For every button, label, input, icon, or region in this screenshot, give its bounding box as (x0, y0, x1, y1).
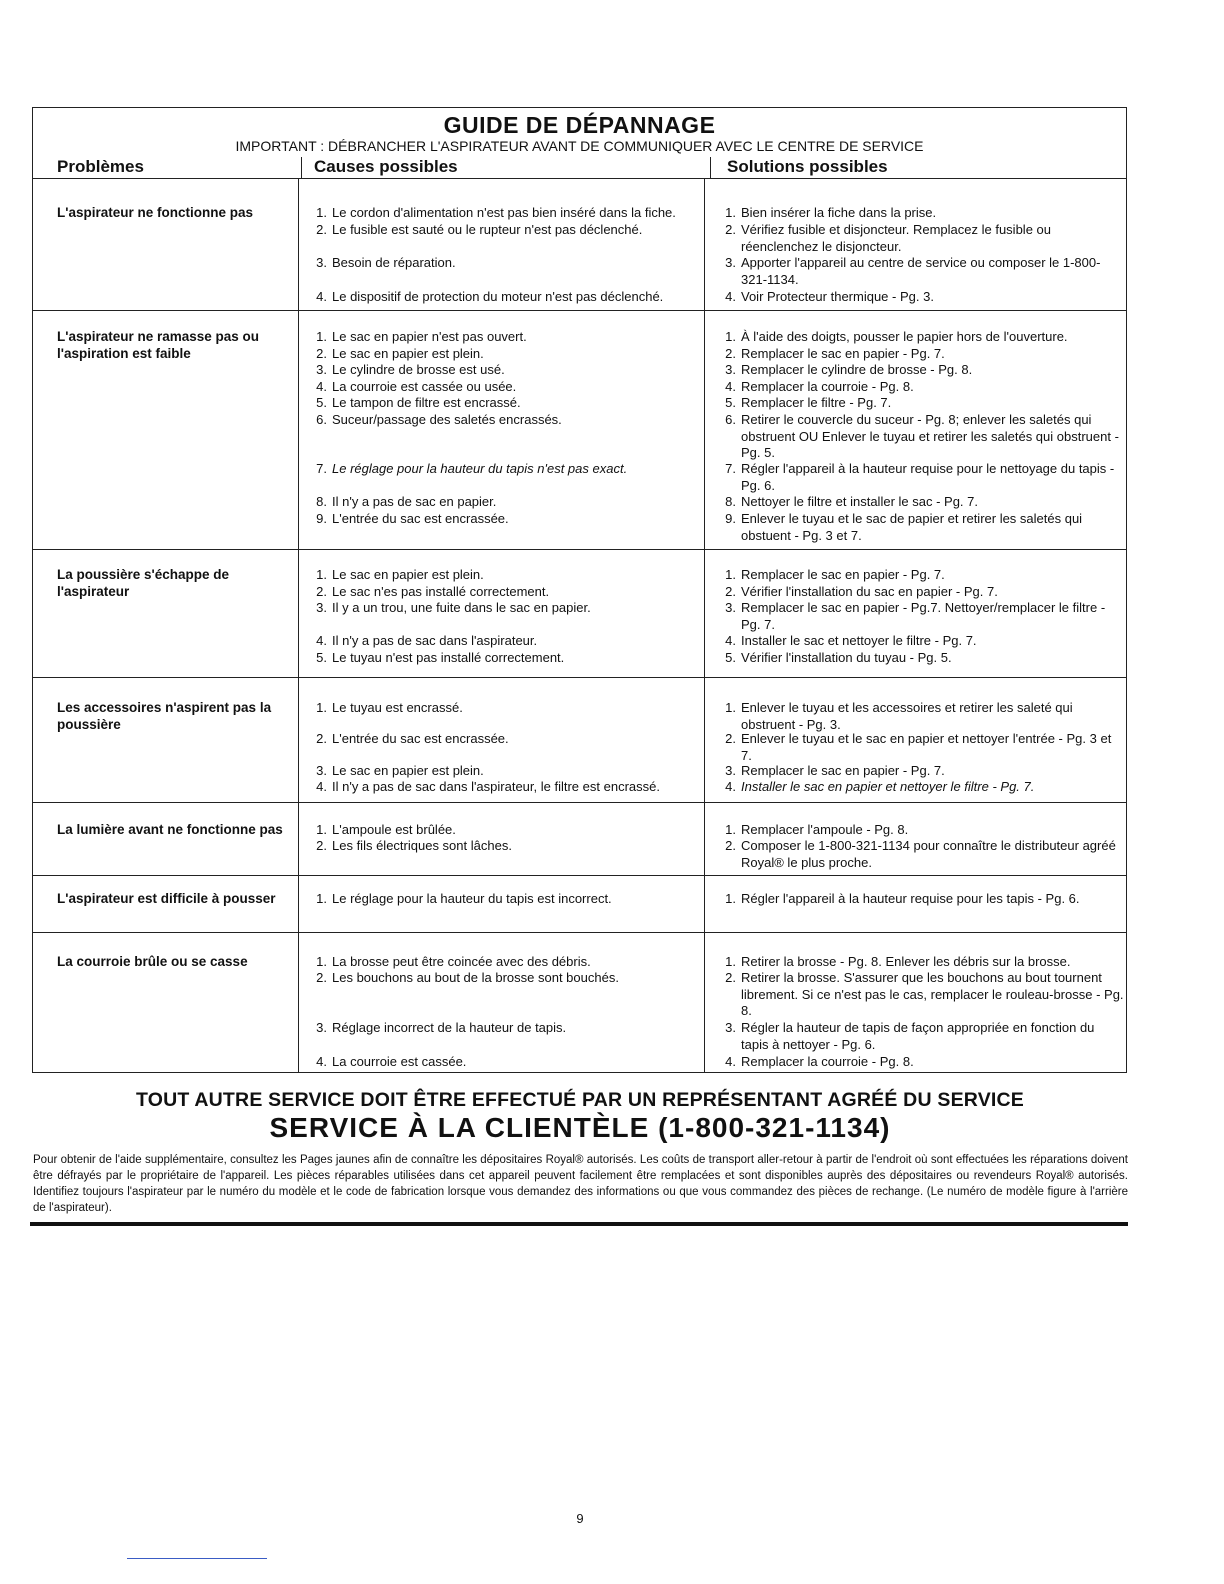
cause-item: 4. Il n'y a pas de sac dans l'aspirateur, le filtre est encrassé. (316, 779, 660, 794)
cause-item: 7. Le réglage pour la hauteur du tapis n'est pas exact. (316, 461, 628, 476)
row-divider (33, 310, 1126, 311)
column-divider (298, 178, 299, 1072)
cause-item: 9. L'entrée du sac est encrassée. (316, 511, 509, 526)
solution-item: 3. Remplacer le sac en papier - Pg.7. Nettoyer/remplacer le filtre - Pg. 7. (725, 600, 1106, 632)
bottom-rule (30, 1222, 1128, 1226)
solution-item: 2. Remplacer le sac en papier - Pg. 7. (725, 346, 945, 361)
cause-item: 4. La courroie est cassée. (316, 1054, 467, 1069)
cause-item: 1. L'ampoule est brûlée. (316, 822, 456, 837)
cause-item: 1. Le réglage pour la hauteur du tapis est incorrect. (316, 891, 612, 906)
cause-item: 5. Le tampon de filtre est encrassé. (316, 395, 521, 410)
cause-item: 1. Le cordon d'alimentation n'est pas bien inséré dans la fiche. (316, 205, 676, 220)
solution-item: 1. Retirer la brosse - Pg. 8. Enlever les débris sur la brosse. (725, 954, 1071, 969)
cause-item: 1. La brosse peut être coincée avec des débris. (316, 954, 591, 969)
column-divider (704, 178, 705, 1072)
cause-item: 6. Suceur/passage des saletés encrassés. (316, 412, 562, 427)
solution-item: 7. Régler l'appareil à la hauteur requise pour le nettoyage du tapis - Pg. 6. (725, 461, 1115, 493)
solution-item: 2. Enlever le tuyau et le sac en papier et nettoyer l'entrée - Pg. 3 et 7. (725, 731, 1112, 763)
solution-item: 5. Vérifier l'installation du tuyau - Pg. 5. (725, 650, 952, 665)
cause-item: 3. Le sac en papier est plein. (316, 763, 484, 778)
solution-item: 3. Régler la hauteur de tapis de façon appropriée en fonction du tapis à nettoyer - Pg. 6. (725, 1020, 1095, 1052)
customer-service-paragraph: Pour obtenir de l'aide supplémentaire, consultez les Pages jaunes afin de connaître les dépositaires Royal® autorisés. Les coûts de transport aller-retour à partir de l'endroit où sont effectuées les réparations doivent être défrayés par le propriétaire de l'appareil. Les pièces réparables utilisées dans cet appareil peuvent facilement être remplacées et sont disponibles auprès des dépositaires ou revendeurs Royal® autorisés. Identifiez toujours l'aspirateur par le numéro du modèle et le code de fabrication lorsque vous demandez des informations ou que vous commandez des pièces de rechange. (Le numéro de modèle figure à l'arrière de l'aspirateur). (33, 1154, 1128, 1214)
cause-item: 3. Besoin de réparation. (316, 255, 456, 270)
problem-label: La courroie brûle ou se casse (57, 954, 248, 969)
solution-item: 3. Remplacer le cylindre de brosse - Pg. 8. (725, 362, 973, 377)
header-causes: Causes possibles (314, 157, 458, 176)
solution-item: 4. Remplacer la courroie - Pg. 8. (725, 1054, 914, 1069)
solution-item: 2. Vérifiez fusible et disjoncteur. Remplacez le fusible ou réenclenchez le disjoncteur. (725, 222, 1051, 254)
cause-item: 2. Le sac en papier est plein. (316, 346, 484, 361)
solution-item: 1. Bien insérer la fiche dans la prise. (725, 205, 937, 220)
solution-item: 2. Vérifier l'installation du sac en papier - Pg. 7. (725, 584, 998, 599)
authorized-service-notice: TOUT AUTRE SERVICE DOIT ÊTRE EFFECTUÉ PAR UN REPRÉSENTANT AGRÉÉ DU SERVICE (135, 1089, 1025, 1111)
troubleshooting-table (32, 107, 1127, 1073)
solution-item: 6. Retirer le couvercle du suceur - Pg. 8; enlever les saletés qui obstruent OU Enlever le tuyau et retirer les saletés qui obstruent - Pg. 5. (725, 412, 1119, 460)
cause-item: 3. Il y a un trou, une fuite dans le sac en papier. (316, 600, 591, 615)
solution-item: 4. Installer le sac et nettoyer le filtre - Pg. 7. (725, 633, 977, 648)
footnote-line (127, 1558, 267, 1559)
important-notice: IMPORTANT : DÉBRANCHER L'ASPIRATEUR AVANT DE COMMUNIQUER AVEC LE CENTRE DE SERVICE (235, 138, 924, 154)
solution-item: 4. Installer le sac en papier et nettoyer le filtre - Pg. 7. (725, 779, 1035, 794)
solution-item: 9. Enlever le tuyau et le sac de papier et retirer les saletés qui obstuent - Pg. 3 et 7. (725, 511, 1083, 543)
solution-item: 4. Voir Protecteur thermique - Pg. 3. (725, 289, 934, 304)
solution-item: 3. Apporter l'appareil au centre de service ou composer le 1-800-321-1134. (725, 255, 1101, 287)
cause-item: 3. Le cylindre de brosse est usé. (316, 362, 505, 377)
cause-item: 4. Il n'y a pas de sac dans l'aspirateur. (316, 633, 538, 648)
cause-item: 2. Le fusible est sauté ou le rupteur n'est pas déclenché. (316, 222, 643, 237)
row-divider (33, 677, 1126, 678)
row-divider (33, 549, 1126, 550)
cause-item: 8. Il n'y a pas de sac en papier. (316, 494, 497, 509)
solution-item: 5. Remplacer le filtre - Pg. 7. (725, 395, 892, 410)
cause-item: 4. La courroie est cassée ou usée. (316, 379, 517, 394)
header-divider (301, 157, 302, 179)
cause-item: 2. Le sac n'es pas installé correctement. (316, 584, 550, 599)
row-divider (33, 875, 1126, 876)
guide-title: GUIDE DE DÉPANNAGE (443, 112, 716, 138)
cause-item: 3. Réglage incorrect de la hauteur de tapis. (316, 1020, 567, 1035)
row-divider (33, 802, 1126, 803)
cause-item: 1. Le sac en papier n'est pas ouvert. (316, 329, 527, 344)
solution-item: 1. Remplacer le sac en papier - Pg. 7. (725, 567, 945, 582)
problem-label: La poussière s'échappe de l'aspirateur (57, 567, 230, 599)
problem-label: Les accessoires n'aspirent pas la poussière (57, 700, 272, 732)
problem-label: La lumière avant ne fonctionne pas (57, 822, 283, 837)
problem-label: L'aspirateur ne fonctionne pas (57, 205, 253, 220)
header-solutions: Solutions possibles (727, 157, 888, 176)
cause-item: 1. Le tuyau est encrassé. (316, 700, 463, 715)
solution-item: 8. Nettoyer le filtre et installer le sac - Pg. 7. (725, 494, 978, 509)
cause-item: 1. Le sac en papier est plein. (316, 567, 484, 582)
problem-label: L'aspirateur ne ramasse pas ou l'aspiration est faible (57, 329, 260, 361)
solution-item: 2. Composer le 1-800-321-1134 pour connaître le distributeur agréé Royal® le plus proche. (725, 838, 1116, 870)
cause-item: 2. Les bouchons au bout de la brosse sont bouchés. (316, 970, 619, 985)
solution-item: 3. Remplacer le sac en papier - Pg. 7. (725, 763, 945, 778)
cause-item: 2. Les fils électriques sont lâches. (316, 838, 512, 853)
cause-item: 2. L'entrée du sac est encrassée. (316, 731, 509, 746)
solution-item: 1. À l'aide des doigts, pousser le papier hors de l'ouverture. (725, 329, 1068, 344)
header-problems: Problèmes (57, 157, 144, 176)
row-divider (33, 932, 1126, 933)
cause-item: 5. Le tuyau n'est pas installé correctement. (316, 650, 565, 665)
page-number: 9 (576, 1511, 584, 1526)
customer-service-heading: SERVICE À LA CLIENTÈLE (1-800-321-1134) (269, 1112, 891, 1143)
solution-item: 4. Remplacer la courroie - Pg. 8. (725, 379, 914, 394)
solution-item: 1. Régler l'appareil à la hauteur requise pour les tapis - Pg. 6. (725, 891, 1080, 906)
solution-item: 1. Remplacer l'ampoule - Pg. 8. (725, 822, 909, 837)
header-divider (710, 157, 711, 179)
cause-item: 4. Le dispositif de protection du moteur n'est pas déclenché. (316, 289, 664, 304)
solution-item: 2. Retirer la brosse. S'assurer que les bouchons au bout tournent librement. Si ce n'est pas le cas, remplacer le rouleau-brosse - Pg. 8. (725, 970, 1124, 1018)
solution-item: 1. Enlever le tuyau et les accessoires et retirer les saleté qui obstruent - Pg. 3. (725, 700, 1073, 732)
header-rule (33, 178, 1126, 179)
problem-label: L'aspirateur est difficile à pousser (57, 891, 276, 906)
